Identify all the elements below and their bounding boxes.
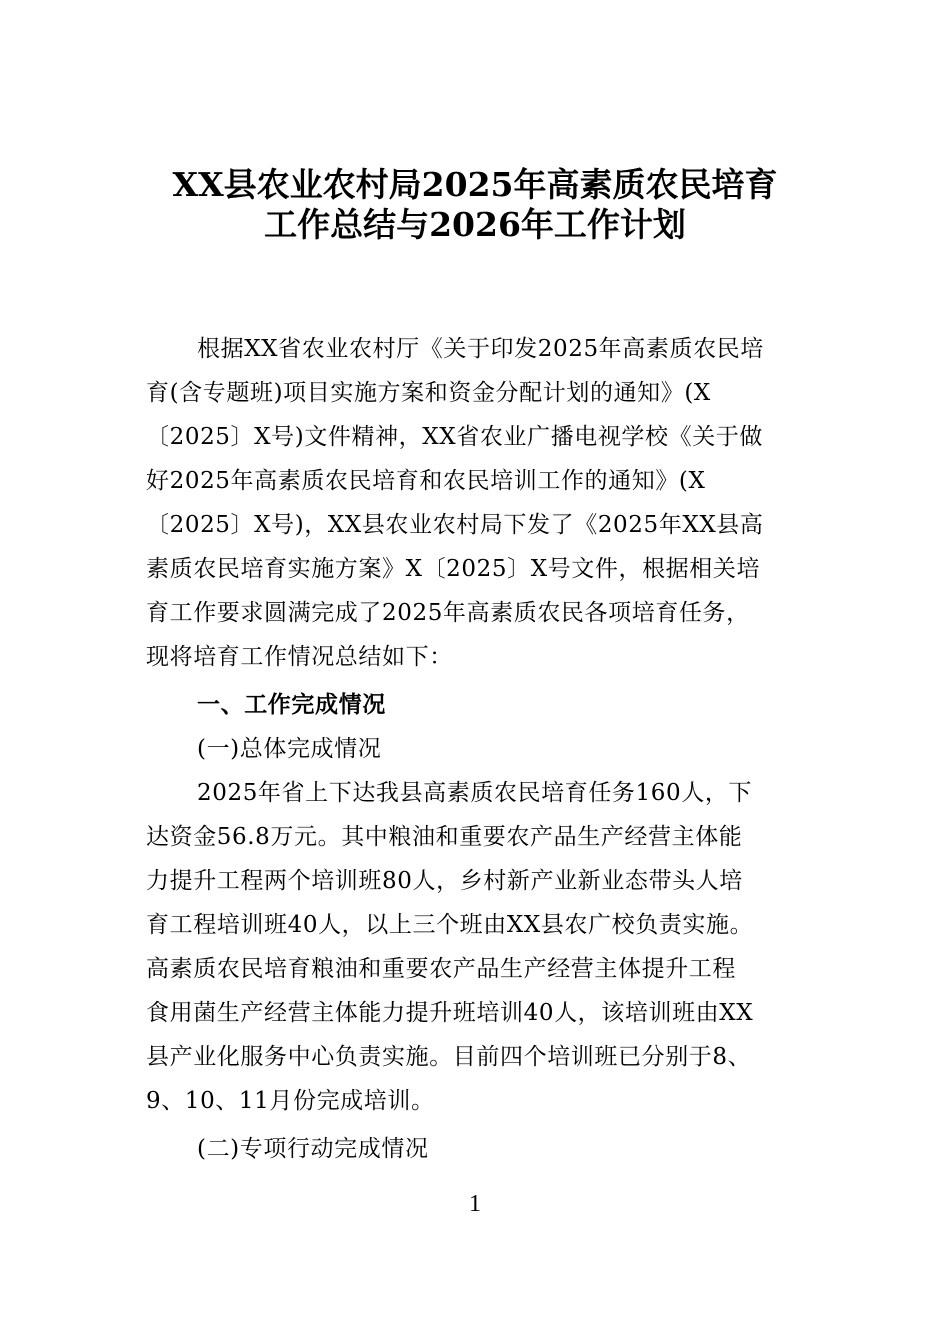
intro-paragraph-line: 素质农民培育实施方案》X〔2025〕X号文件，根据相关培 xyxy=(146,556,761,582)
intro-paragraph-line: 〔2025〕X号)文件精神，XX省农业广播电视学校《关于做 xyxy=(146,424,764,450)
document-title-line-1: XX县农业农村局2025年高素质农民培育 xyxy=(172,165,778,204)
intro-paragraph-line: 〔2025〕X号)，XX县农业农村局下发了《2025年XX县高 xyxy=(146,512,764,538)
subsection-heading-special-actions: (二)专项行动完成情况 xyxy=(197,1136,429,1162)
intro-paragraph-line: 根据XX省农业农村厅《关于印发2025年高素质农民培 xyxy=(197,336,764,362)
subsection-paragraph-line: 育工程培训班40人，以上三个班由XX县农广校负责实施。 xyxy=(146,912,754,938)
intro-paragraph-line: 育(含专题班)项目实施方案和资金分配计划的通知》(X xyxy=(146,380,711,406)
subsection-paragraph-line: 力提升工程两个培训班80人，乡村新产业新业态带头人培 xyxy=(146,868,743,894)
intro-paragraph-line: 育工作要求圆满完成了2025年高素质农民各项培育任务， xyxy=(146,600,750,626)
subsection-paragraph-line: 9、10、11月份完成培训。 xyxy=(146,1088,435,1114)
subsection-paragraph-line: 2025年省上下达我县高素质农民培育任务160人，下 xyxy=(197,780,753,806)
subsection-paragraph-line: 食用菌生产经营主体能力提升班培训40人，该培训班由XX xyxy=(146,1000,754,1026)
document-title-line-2: 工作总结与2026年工作计划 xyxy=(264,205,686,244)
subsection-paragraph-line: 县产业化服务中心负责实施。目前四个培训班已分别于8、 xyxy=(146,1044,752,1070)
subsection-heading-overall-completion: (一)总体完成情况 xyxy=(197,736,382,762)
intro-paragraph-line: 好2025年高素质农民培育和农民培训工作的通知》(X xyxy=(146,468,706,494)
subsection-paragraph-line: 达资金56.8万元。其中粮油和重要农产品生产经营主体能 xyxy=(146,824,743,850)
section-heading-work-completion: 一、工作完成情况 xyxy=(197,692,386,718)
page-number: 1 xyxy=(469,1191,481,1217)
subsection-paragraph-line: 高素质农民培育粮油和重要农产品生产经营主体提升工程 xyxy=(146,956,736,982)
intro-paragraph-line: 现将培育工作情况总结如下： xyxy=(146,644,453,670)
